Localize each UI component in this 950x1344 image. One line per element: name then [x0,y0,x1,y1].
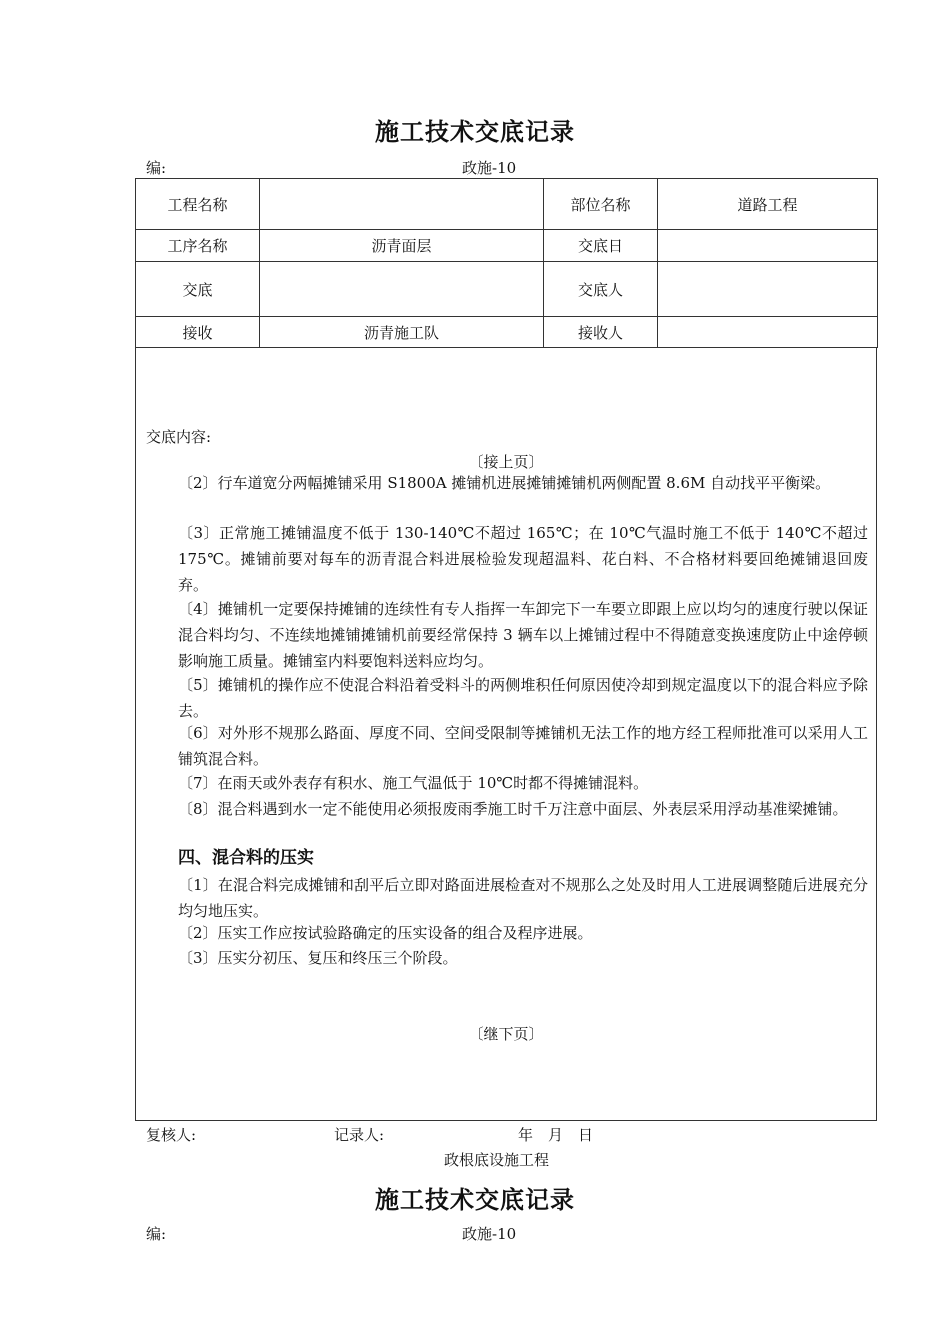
handover-date-value [658,230,878,262]
receiver-person-value [658,317,878,348]
project-name-value [260,179,544,230]
receiver-label: 接收 [136,317,260,348]
continued-to-note: 〔继下页〕 [468,1025,544,1043]
section-name-value: 道路工程 [658,179,878,230]
org-name: 政根底设施工程 [444,1151,550,1169]
list-item: 〔4〕摊铺机一定要保持摊铺的连续性有专人指挥一车卸完下一车要立即跟上应以均匀的速度行驶以保证混合料均匀、不连续地摊铺摊铺机前要经常保持 3 辆车以上摊铺过程中不得随意变换速度防止中途停顿影响施工质量。摊铺室内料要饱料送料应均匀。 [178,600,868,670]
info-table [135,178,878,348]
content-label: 交底内容: [146,428,212,446]
continued-from-note: 〔接上页〕 [468,453,544,471]
list-item: 〔3〕压实分初压、复压和终压三个阶段。 [178,949,458,967]
handover-person-label: 交底人 [544,262,658,317]
list-item: 〔1〕在混合料完成摊铺和刮平后立即对路面进展检查对不规那么之处及时用人工进展调整随后进展充分均匀地压实。 [178,876,868,920]
list-item: 〔7〕在雨天或外表存有积水、施工气温低于 10℃时都不得摊铺混料。 [178,774,649,792]
list-item: 〔5〕摊铺机的操作应不使混合料沿着受料斗的两侧堆积任何原因使冷却到规定温度以下的混合料应予除去。 [178,676,868,720]
table-row [136,317,878,348]
edit-label: 编: [146,159,167,177]
date-label: 年 月 日 [518,1126,594,1144]
page-title: 施工技术交底记录 [375,117,575,146]
handover-date-label: 交底日 [544,230,658,262]
reviewer-label: 复核人: [146,1126,197,1144]
page-title: 施工技术交底记录 [375,1185,575,1214]
table-row [136,179,878,230]
recorder-label: 记录人: [334,1126,385,1144]
list-item: 〔2〕压实工作应按试验路确定的压实设备的组合及程序进展。 [178,924,593,942]
process-name-label: 工序名称 [136,230,260,262]
handover-label: 交底 [136,262,260,317]
form-code: 政施-10 [462,159,517,177]
receiver-value: 沥青施工队 [260,317,544,348]
process-name-value: 沥青面层 [260,230,544,262]
list-item: 〔2〕行车道宽分两幅摊铺采用 S1800A 摊铺机进展摊铺摊铺机两侧配置 8.6M 自动找平平衡梁。 [178,474,831,492]
table-row [136,262,878,317]
handover-person-value [658,262,878,317]
table-row [136,230,878,262]
list-item: 〔8〕混合料遇到水一定不能使用必须报废雨季施工时千万注意中面层、外表层采用浮动基准梁摊铺。 [178,800,848,818]
edit-label: 编: [146,1225,167,1243]
list-item: 〔3〕正常施工摊铺温度不低于 130-140℃不超过 165℃；在 10℃气温时施工不低于 140℃不超过 175℃。摊铺前要对每车的沥青混合料进展检验发现超温料、花白料、不合格材料要回绝摊铺退回废弃。 [178,524,868,594]
project-name-label: 工程名称 [136,179,260,230]
receiver-person-label: 接收人 [544,317,658,348]
section-name-label: 部位名称 [544,179,658,230]
list-item: 〔6〕对外形不规那么路面、厚度不同、空间受限制等摊铺机无法工作的地方经工程师批准可以采用人工铺筑混合料。 [178,724,868,768]
form-code: 政施-10 [462,1225,517,1243]
section-heading: 四、混合料的压实 [178,848,314,868]
handover-value [260,262,544,317]
